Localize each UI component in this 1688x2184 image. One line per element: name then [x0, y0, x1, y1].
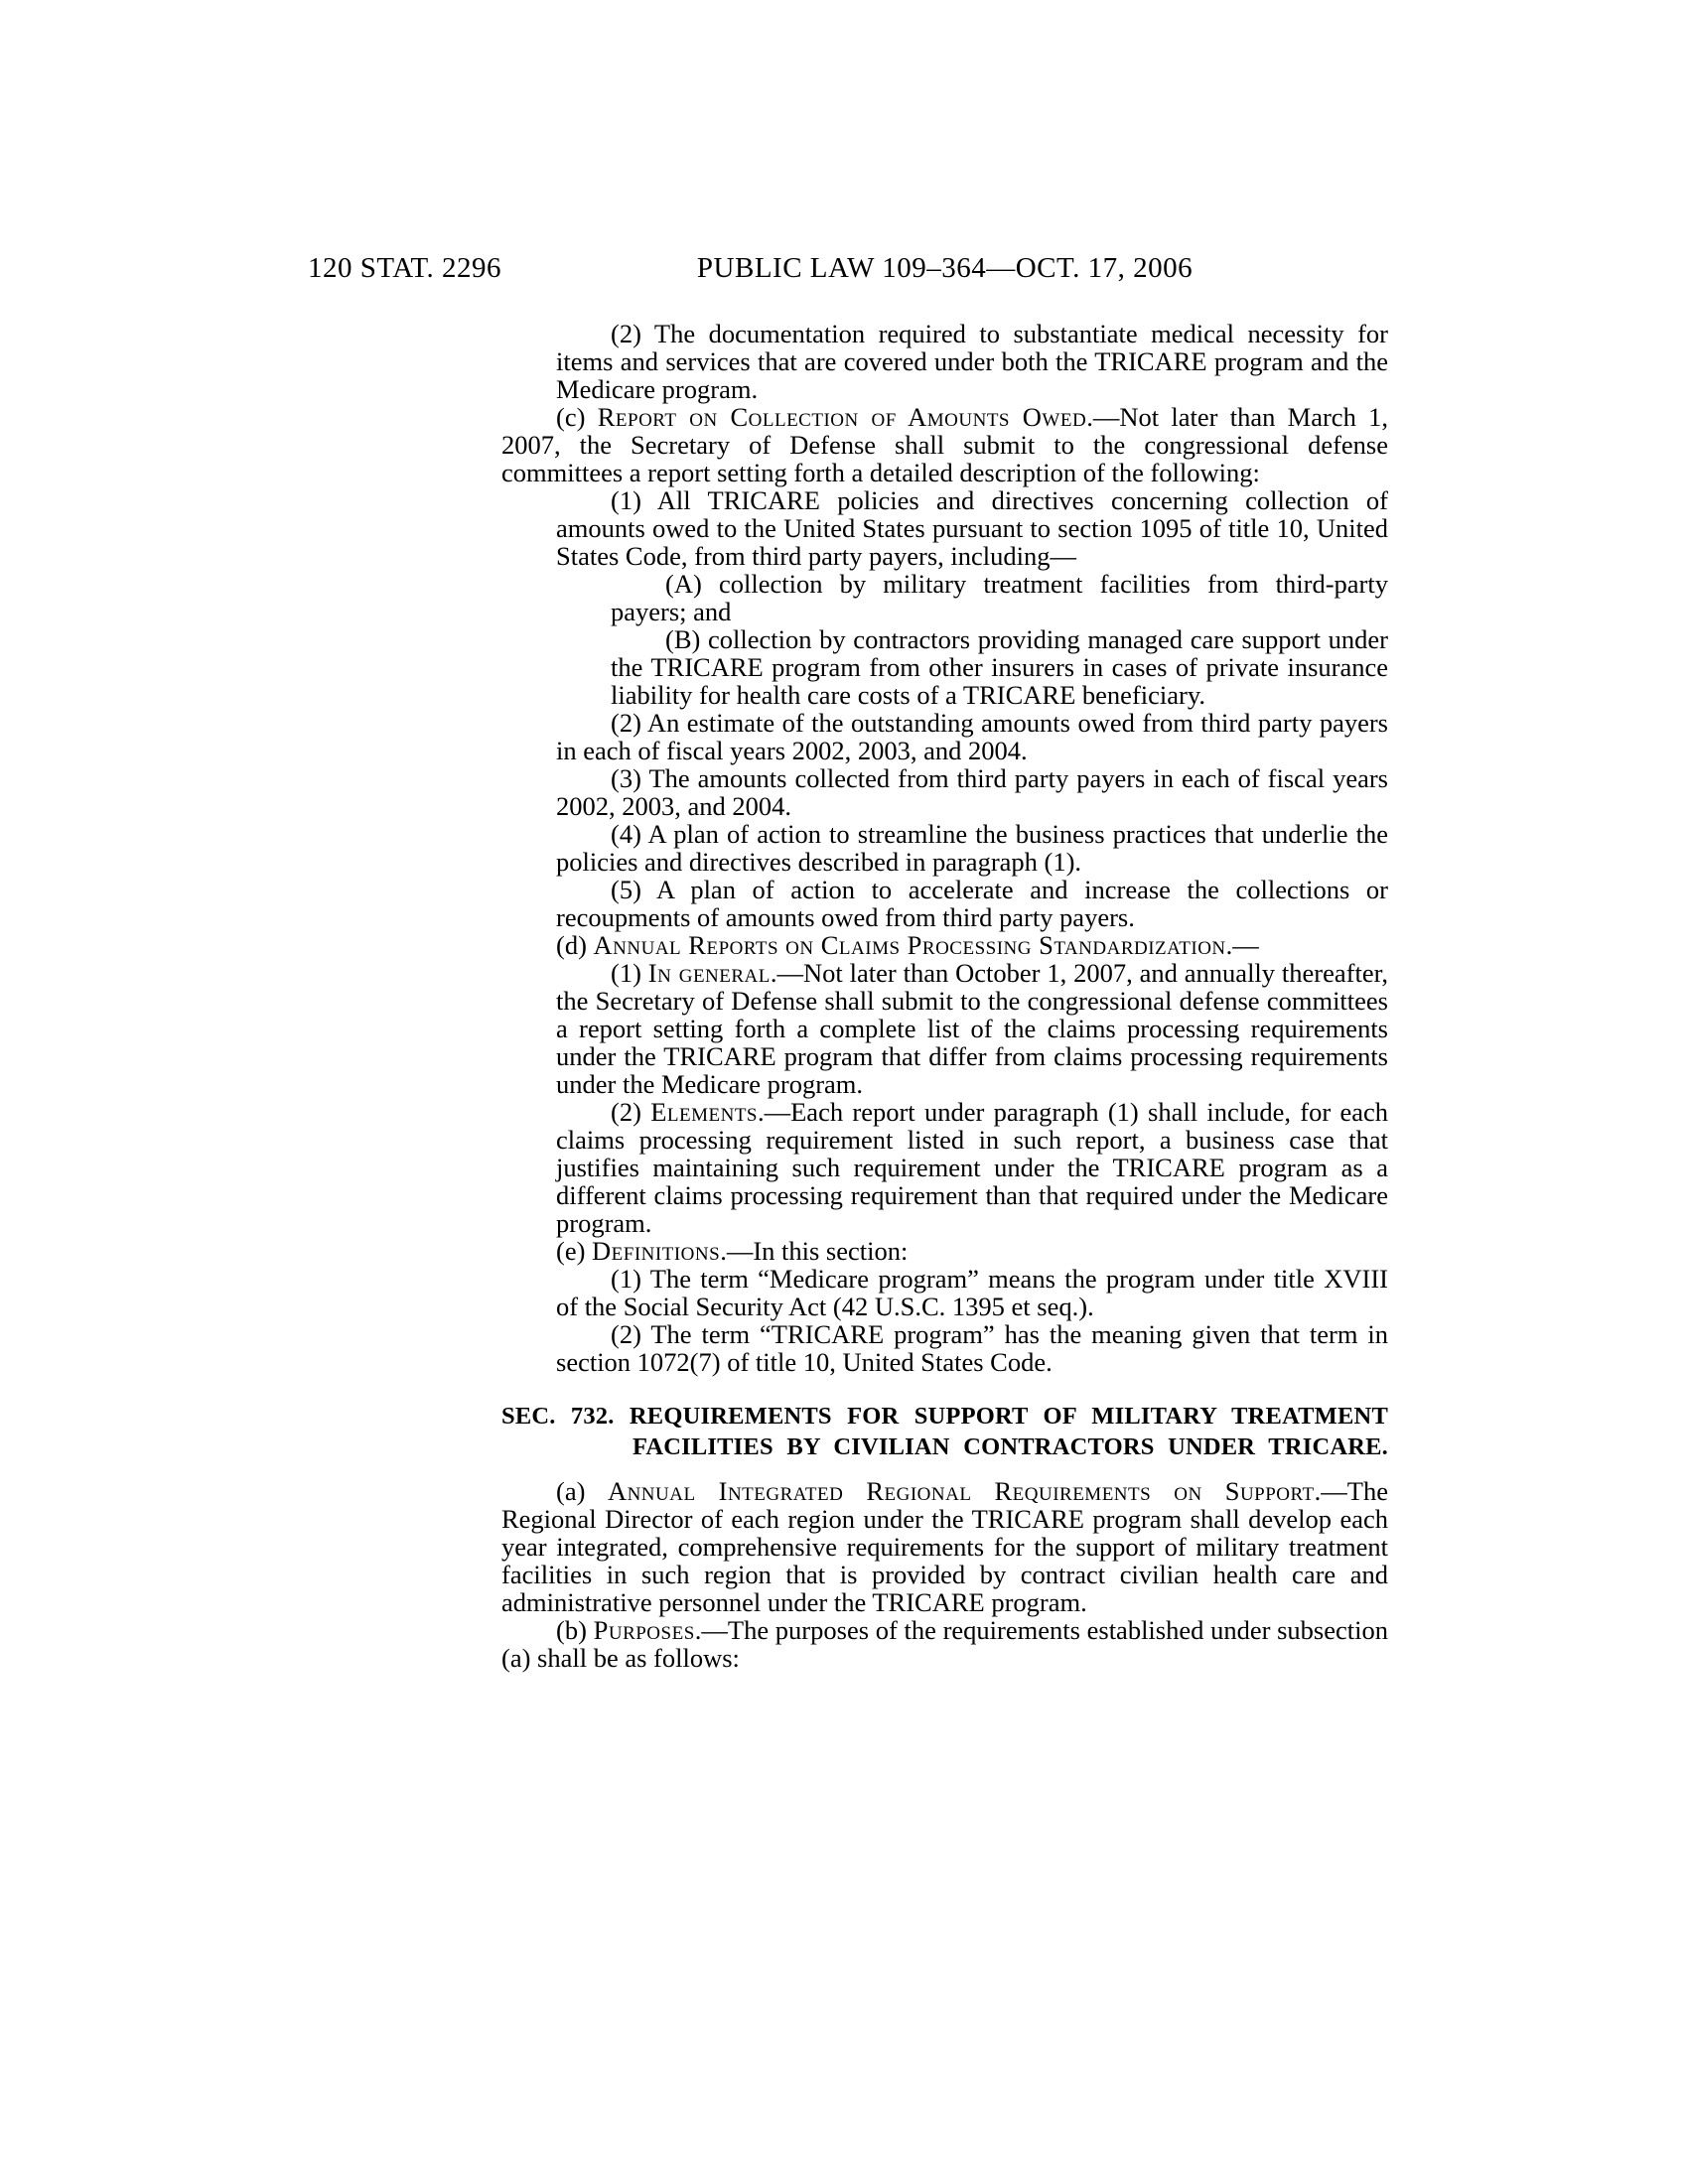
small-caps-heading: Elements: [650, 1097, 758, 1127]
text-run: (a): [556, 1476, 608, 1506]
text-run: (1) All TRICARE policies and directives concerning collection of amounts owed to the United States pursuant to section 1095 of title 10, United States Code, from third party payers, including—: [556, 485, 1388, 571]
text-run: .—In this section:: [720, 1236, 909, 1266]
statute-paragraph: [501, 1616, 1388, 1672]
text-run: .—: [1225, 930, 1259, 960]
statute-paragraph: [501, 931, 1388, 959]
text-run: (e): [556, 1236, 593, 1266]
statute-paragraph: [501, 764, 1388, 820]
statute-text: [501, 320, 1388, 1672]
small-caps-heading: Purposes: [593, 1615, 695, 1645]
small-caps-heading: In general: [647, 958, 771, 988]
statute-paragraph: [501, 1265, 1388, 1320]
statute-paragraph: [501, 320, 1388, 403]
text-run: .—Each report under paragraph (1) shall include, for each claims processing requirement listed in such report, a business case that justifies maintaining such requirement under the TRICARE program as a different claims processing requirement than that required under the Medicare program.: [556, 1097, 1389, 1238]
statute-paragraph: [501, 1237, 1388, 1265]
statute-paragraph: [501, 486, 1388, 570]
text-run: (3) The amounts collected from third party payers in each of fiscal years 2002, 2003, and 2004.: [556, 763, 1388, 821]
text-run: .—Not later than March 1, 2007, the Secretary of Defense shall submit to the congressional defense committees a report setting forth a detailed description of the following:: [501, 402, 1388, 487]
statute-paragraph: [501, 959, 1388, 1098]
text-run: (2) The term “TRICARE program” has the meaning given that term in section 1072(7) of title 10, United States Code.: [556, 1319, 1388, 1377]
law-title: PUBLIC LAW 109–364—OCT. 17, 2006: [696, 252, 1194, 284]
text-run: (2) An estimate of the outstanding amounts owed from third party payers in each of fiscal years 2002, 2003, and 2004.: [556, 708, 1388, 765]
stat-page-number: 120 STAT. 2296: [308, 252, 502, 284]
small-caps-heading: Report on Collection of Amounts Owed: [597, 402, 1087, 432]
statute-paragraph: [501, 876, 1388, 931]
text-run: (2): [611, 1097, 651, 1127]
text-run: (4) A plan of action to streamline the business practices that underlie the policies and directives described in paragraph (1).: [556, 819, 1388, 877]
text-run: .—The Regional Director of each region under the TRICARE program shall develop each year integrated, comprehensive requirements for the support of military treatment facilities in such region that is provided by contract civilian health care and administrative personnel under the TRICARE program.: [501, 1476, 1388, 1617]
text-run: (d): [556, 930, 594, 960]
statute-paragraph: [501, 1477, 1388, 1616]
statute-paragraph: [501, 570, 1388, 625]
statute-paragraph: [501, 1320, 1388, 1376]
statute-paragraph: [501, 403, 1388, 486]
text-run: (c): [556, 402, 598, 432]
text-run: (B) collection by contractors providing managed care support under the TRICARE program from other insurers in cases of private insurance liability for health care costs of a TRICARE beneficiary.: [611, 624, 1388, 710]
text-run: (1) The term “Medicare program” means the program under title XVIII of the Social Security Act (42 U.S.C. 1395 et seq.).: [556, 1264, 1388, 1321]
text-run: .—Not later than October 1, 2007, and annually thereafter, the Secretary of Defense shall submit to the congressional defense committees a report setting forth a complete list of the claims processing requirements under the TRICARE program that differ from claims processing requirements under the Medicare program.: [556, 958, 1388, 1099]
small-caps-heading: Definitions: [592, 1236, 721, 1266]
text-run: (2) The documentation required to substantiate medical necessity for items and services that are covered under both the TRICARE program and the Medicare program.: [556, 319, 1388, 404]
text-run: (b): [556, 1615, 594, 1645]
text-run: (5) A plan of action to accelerate and increase the collections or recoupments of amounts owed from third party payers.: [556, 875, 1388, 932]
text-run: SEC. 732. REQUIREMENTS FOR SUPPORT OF MILITARY TREATMENT FACILITIES BY CIVILIAN CONTRACTORS UNDER TRICARE.: [501, 1403, 1388, 1460]
text-run: .—The purposes of the requirements established under subsection (a) shall be as follows:: [501, 1615, 1388, 1673]
statute-paragraph: [501, 820, 1388, 876]
statute-paragraph: [501, 625, 1388, 709]
text-run: (A) collection by military treatment facilities from third-party payers; and: [611, 569, 1388, 626]
running-head: [0, 252, 1688, 292]
section-heading: [501, 1401, 1388, 1462]
statute-paragraph: [501, 1098, 1388, 1237]
small-caps-heading: Annual Integrated Regional Requirements on Support: [607, 1476, 1315, 1506]
small-caps-heading: Annual Reports on Claims Processing Standardization: [593, 930, 1226, 960]
statute-paragraph: [501, 709, 1388, 764]
text-run: (1): [611, 958, 648, 988]
